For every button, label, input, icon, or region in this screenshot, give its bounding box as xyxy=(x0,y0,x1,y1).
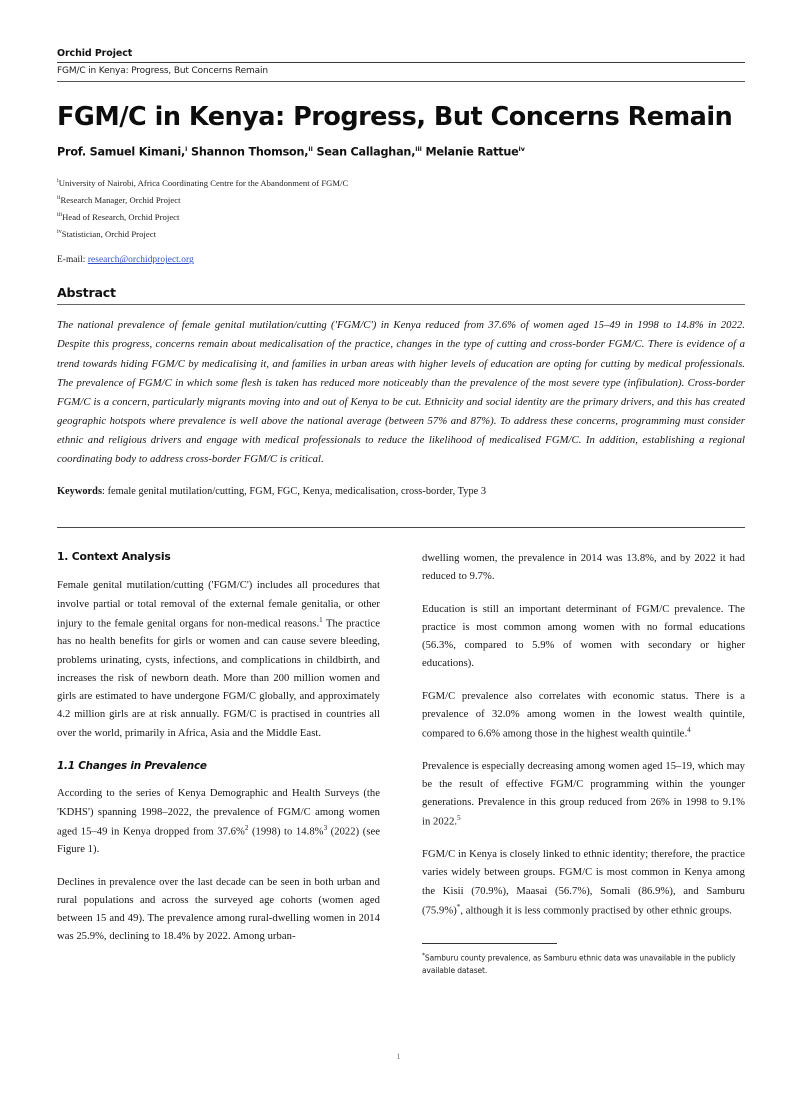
paragraph-text: According to the series of Kenya Demographic and Health Surveys (the 'KDHS') spanning 1998–2022, the prevalence of FGM/C among women aged 15–49 in Kenya dropped from 37.6% xyxy=(57,788,380,838)
affiliation-marker: i xyxy=(57,178,59,185)
author-affiliation-marker: ii xyxy=(308,145,313,154)
keywords-line xyxy=(57,484,745,500)
paragraph xyxy=(57,577,380,743)
paragraph-text: (1998) to 14.8% xyxy=(248,826,324,838)
author-name: Prof. Samuel Kimani, xyxy=(57,145,186,159)
paragraph xyxy=(422,758,745,832)
abstract-rule xyxy=(57,304,745,305)
footnote-reference[interactable]: 1 xyxy=(319,615,323,624)
affiliation-item xyxy=(57,175,745,192)
paragraph: Declines in prevalence over the last decade can be seen in both urban and rural populations and across the surveyed age cohorts (women aged between 15 and 49). The prevalence among rural-dwelling women in 2014 was 25.9%, declining to 18.4% by 2022. Among urban- xyxy=(57,876,380,943)
footnote-block xyxy=(422,943,745,978)
affiliation-item xyxy=(57,192,745,209)
paragraph-text: , although it is less commonly practised by other ethnic groups. xyxy=(460,905,732,917)
footnote-reference[interactable]: 4 xyxy=(687,726,691,734)
author-affiliation-marker: i xyxy=(185,145,188,154)
paragraph-text: Prevalence is especially decreasing among women aged 15–19, which may be the result of effective FGM/C programming within the younger generations. Prevalence in this group reduced from 26% in 1998 to 9.1% in 2022. xyxy=(422,760,745,828)
right-column xyxy=(422,550,745,977)
affiliation-item xyxy=(57,209,745,226)
email-label: E-mail: xyxy=(57,255,88,266)
paragraph xyxy=(57,785,380,859)
abstract-body-separator xyxy=(57,527,745,528)
footnote-reference[interactable]: 3 xyxy=(323,823,328,832)
running-header-title: FGM/C in Kenya: Progress, But Concerns Remain xyxy=(57,65,268,76)
paragraph-text: FGM/C in Kenya is closely linked to ethnic identity; therefore, the practice varies widely between groups. FGM/C is most common in Kenya among the Kisii (70.9%), Maasai (56.7%), Somali (86.9%), and Samburu (75.9%) xyxy=(422,849,745,917)
paragraph xyxy=(422,688,745,744)
footnote-reference[interactable]: * xyxy=(456,902,461,911)
abstract-heading: Abstract xyxy=(57,285,116,301)
footnote-reference[interactable]: 2 xyxy=(244,823,249,832)
author-affiliation-marker: iv xyxy=(518,145,525,154)
paragraph: dwelling women, the prevalence in 2014 was 13.8%, and by 2022 it had reduced to 9.7%. xyxy=(422,553,745,583)
footnote-reference[interactable]: 5 xyxy=(457,814,461,823)
paragraph-text: FGM/C prevalence also correlates with economic status. There is a prevalence of 32.0% among women in the lowest wealth quintile, compared to 6.6% among those in the highest wealth quintile. xyxy=(422,690,745,740)
body-columns xyxy=(57,550,745,977)
footnote-separator-rule xyxy=(422,943,557,944)
header-rule-bottom xyxy=(57,81,745,82)
affiliation-list xyxy=(57,175,745,242)
affiliation-marker: ii xyxy=(57,195,61,202)
paragraph-text: The practice has no health benefits for girls or women and can cause severe bleeding, problems urinating, cysts, infections, and complications in childbirth, and increases the risk of newborn death. More than 200 million women and girls are estimated to have undergone FGM/C globally, and approximately 4.2 million girls are at risk annually. FGM/C is practised in countries all over the world, primarily in Africa, Asia and the Middle East. xyxy=(57,618,380,739)
footnote xyxy=(422,951,745,978)
keywords-label: Keywords xyxy=(57,485,103,497)
running-header-organisation: Orchid Project xyxy=(57,48,133,59)
running-header xyxy=(57,48,745,82)
page-number: 1 xyxy=(396,1052,401,1061)
page-content xyxy=(57,48,745,977)
email-link[interactable]: research@orchidproject.org xyxy=(87,255,194,266)
paragraph: Education is still an important determinant of FGM/C prevalence. The practice is most common among women with no formal educations (56.3%, compared to 5.9% of women with secondary or higher educations). xyxy=(422,603,745,670)
header-rule-top xyxy=(57,62,745,63)
author-affiliation-marker: iii xyxy=(415,145,422,154)
abstract-text: The national prevalence of female genital mutilation/cutting ('FGM/C') in Kenya reduced from 37.6% of women aged 15–49 in 1998 to 14.8% in 2022. Despite this progress, concerns remain about medicalisation of the practice, changes in the type of cutting and cross-border FGM/C. There is evidence of a trend towards hiding FGM/C by medicalising it, and families in urban areas with higher levels of education are opting for cutting by medical professionals. The prevalence of FGM/C in which some flesh is taken has reduced more noticeably than the prevalence of the most severe type (infibulation). Cross-border FGM/C is a concern, particularly migrants moving into and out of Kenya to be cut. Ethnicity and social identity are the primary drivers, and this has created geographic hotspots where prevalence is well above the national average (between 57% and 87%). To address these concerns, programming must consider ethnic and religious drivers and engage with medical professionals to reduce the likelihood of medicalised FGM/C. In addition, establishing a regional coordinating body to address cross-border FGM/C is critical. xyxy=(57,319,745,465)
footnote-marker: * xyxy=(422,951,425,959)
affiliation-text: Research Manager, Orchid Project xyxy=(60,195,181,206)
affiliation-text: Statistician, Orchid Project xyxy=(61,228,157,239)
paragraph-text: (2022) (see Figure 1). xyxy=(57,826,380,856)
paragraph-text: Female genital mutilation/cutting ('FGM/C') includes all procedures that involve partial or total removal of the external female genitalia, or other injury to the female genital organs for non-medical reasons. xyxy=(57,580,380,630)
author-name: Sean Callaghan, xyxy=(316,145,416,159)
footnote-text: Samburu county prevalence, as Samburu ethnic data was unavailable in the publicly available dataset. xyxy=(422,953,736,976)
author-name: Melanie Rattue xyxy=(425,145,519,159)
affiliation-item xyxy=(57,226,745,243)
left-column xyxy=(57,550,380,977)
contact-line xyxy=(57,255,745,265)
author-list xyxy=(57,145,745,160)
affiliation-text: Head of Research, Orchid Project xyxy=(62,211,180,222)
subsection-heading-changes-in-prevalence: 1.1 Changes in Prevalence xyxy=(57,759,207,772)
affiliation-marker: iv xyxy=(57,228,62,235)
author-name: Shannon Thomson, xyxy=(191,145,309,159)
page-title: FGM/C in Kenya: Progress, But Concerns Remain xyxy=(57,101,733,132)
affiliation-marker: iii xyxy=(57,212,63,219)
affiliation-text: University of Nairobi, Africa Coordinating Centre for the Abandonment of FGM/C xyxy=(58,178,349,189)
section-heading-context-analysis: 1. Context Analysis xyxy=(57,550,171,564)
keywords-text: : female genital mutilation/cutting, FGM, FGC, Kenya, medicalisation, cross-border, Type 3 xyxy=(102,485,487,497)
paragraph xyxy=(422,846,745,920)
